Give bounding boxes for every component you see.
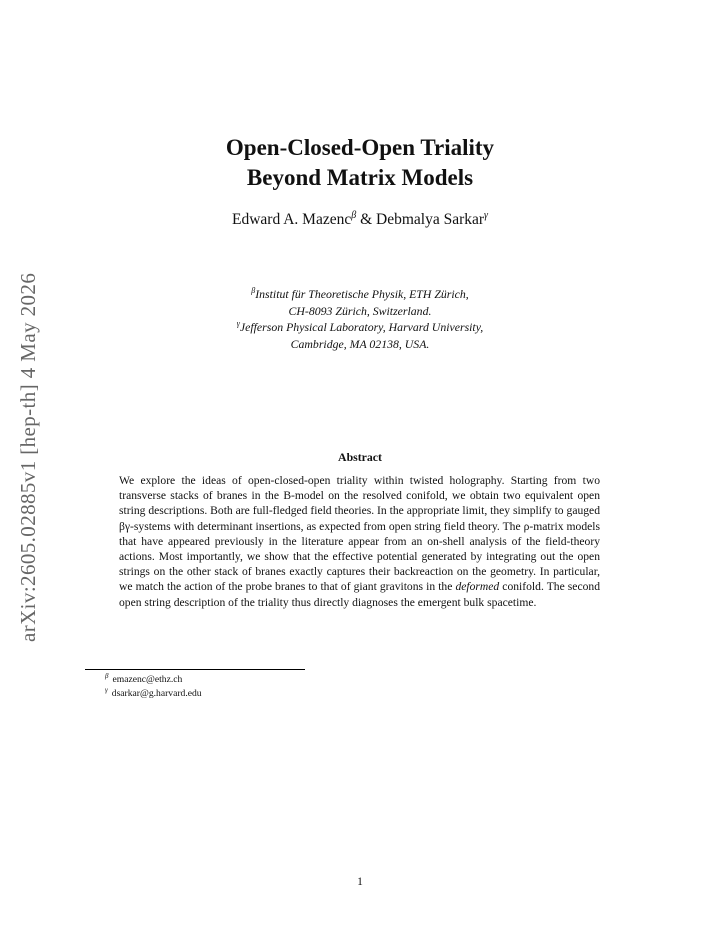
affiliation-line: CH-8093 Zürich, Switzerland.	[288, 303, 432, 318]
paper-title	[0, 133, 720, 193]
abstract-text: conifold. The second open string description of the triality thus directly diagnoses the emergent bulk spacetime.	[119, 580, 600, 609]
author-affiliation-mark: β	[351, 209, 357, 221]
author-separator: &	[356, 211, 377, 228]
author-affiliation-mark: γ	[484, 209, 488, 221]
footnote-rule	[85, 669, 305, 670]
footnotes	[105, 673, 202, 701]
abstract-body	[119, 473, 600, 610]
title-line-2: Beyond Matrix Models	[246, 165, 474, 190]
footnote	[105, 673, 202, 687]
affiliations	[0, 286, 720, 352]
author-name: Edward A. Mazenc	[232, 211, 352, 228]
abstract-heading: Abstract	[338, 450, 382, 464]
footnote-mark: γ	[105, 685, 108, 694]
abstract-emphasis: deformed	[455, 580, 500, 594]
affiliation-line: Cambridge, MA 02138, USA.	[290, 336, 430, 351]
page-number: 1	[357, 876, 363, 888]
title-line-1: Open-Closed-Open Triality	[225, 135, 495, 160]
affiliation-text: Jefferson Physical Laboratory, Harvard University,	[239, 320, 484, 335]
affiliation-line	[0, 319, 720, 336]
affiliation-mark: β	[251, 286, 256, 296]
footnote-email: dsarkar@g.harvard.edu	[111, 688, 202, 699]
affiliation-mark: γ	[236, 319, 240, 329]
affiliation-text: Institut für Theoretische Physik, ETH Zürich,	[255, 287, 469, 301]
author-name: Debmalya Sarkar	[376, 211, 485, 228]
author-list	[0, 211, 720, 229]
footnote	[105, 687, 202, 701]
affiliation-line	[0, 286, 720, 303]
arxiv-identifier: arXiv:2605.02885v1 [hep-th] 4 May 2026	[16, 272, 40, 642]
footnote-email: emazenc@ethz.ch	[112, 674, 183, 685]
abstract-text: We explore the ideas of open-closed-open triality within twisted holography. Starting from two transverse stacks of branes in the B-model on the resolved conifold, we obtain two equivalent open string descriptions. Both are full-fledged field theories. In the appropriate limit, they simplify to gauged βγ-systems with determinant insertions, as expected from open string field theory. The ρ-matrix models that have appeared previously in the literature appear from an on-shell analysis of the field-theory actions. Most importantly, we show that the effective potential generated by integrating out the open strings on the other stack of branes exactly captures their backreaction on the geometry. In particular, we match the action of the probe branes to that of giant gravitons in the	[119, 474, 600, 594]
footnote-mark: β	[105, 671, 109, 680]
